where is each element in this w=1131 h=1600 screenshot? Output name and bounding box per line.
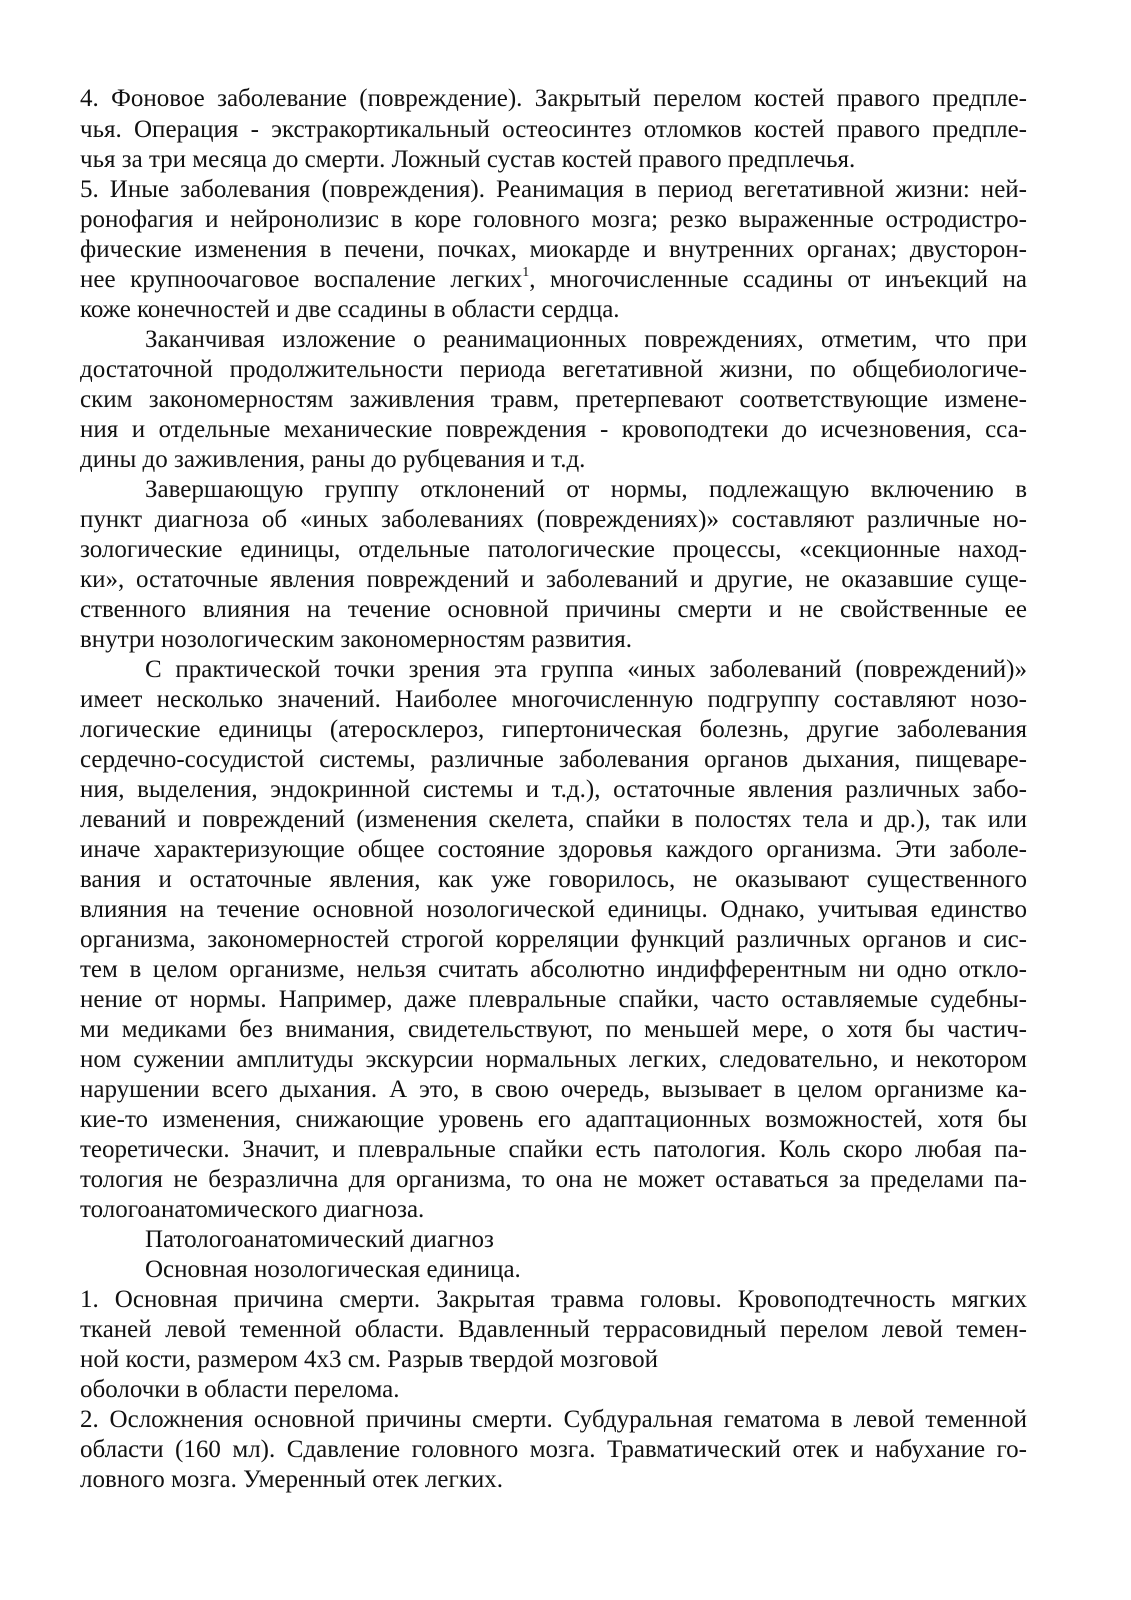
text-line: тканей левой теменной области. Вдавленный террасовидный перелом левой темен- — [80, 1316, 1027, 1343]
text-segment: нее крупноочаговое воспаление легких — [80, 266, 523, 293]
text-line: ния, выделения, эндокринной системы и т.д.), остаточные явления различных забо- — [80, 776, 1027, 803]
text-line: теоретически. Значит, и плевральные спайки есть патология. Коль скоро любая па- — [80, 1136, 1027, 1163]
text-line: тологоанатомического диагноза. — [80, 1196, 425, 1223]
text-line: иначе характеризующие общее состояние здоровья каждого организма. Эти заболе- — [80, 836, 1027, 863]
text-line: 5. Иные заболевания (повреждения). Реанимация в период вегетативной жизни: ней- — [80, 176, 1027, 203]
text-line: зологические единицы, отдельные патологические процессы, «секционные наход- — [80, 536, 1027, 563]
text-line: Заканчивая изложение о реанимационных повреждениях, отметим, что при — [145, 326, 1027, 353]
text-line: организма, закономерностей строгой корреляции функций различных органов и сис- — [80, 926, 1027, 953]
text-line: тем в целом организме, нельзя считать абсолютно индифферентным ни одно откло- — [80, 956, 1027, 983]
text-line: фические изменения в печени, почках, миокарде и внутренних органах; двусторон- — [80, 236, 1027, 263]
text-line: логические единицы (атеросклероз, гипертоническая болезнь, другие заболевания — [80, 716, 1027, 743]
text-line — [80, 265, 1027, 294]
text-line: ки», остаточные явления повреждений и заболеваний и другие, не оказавшие суще- — [80, 566, 1027, 593]
text-line: кие-то изменения, снижающие уровень его адаптационных возможностей, хотя бы — [80, 1106, 1027, 1133]
text-line: вания и остаточные явления, как уже говорилось, не оказывают существенного — [80, 866, 1027, 893]
text-line: чья за три месяца до смерти. Ложный сустав костей правого предплечья. — [80, 146, 856, 173]
text-line: влияния на течение основной нозологической единицы. Однако, учитывая единство — [80, 896, 1027, 923]
text-line: ной кости, размером 4х3 см. Разрыв твердой мозговой — [80, 1346, 658, 1373]
text-line: нение от нормы. Например, даже плевральные спайки, часто оставляемые судебны- — [80, 986, 1027, 1013]
section-heading: Основная нозологическая единица. — [145, 1256, 521, 1283]
text-line: ном сужении амплитуды экскурсии нормальных легких, следовательно, и некотором — [80, 1046, 1027, 1073]
text-line: нарушении всего дыхания. А это, в свою очередь, вызывает в целом организме ка- — [80, 1076, 1027, 1103]
text-line: пункт диагноза об «иных заболеваниях (повреждениях)» составляют различные но- — [80, 506, 1027, 533]
text-line: ронофагия и нейронолизис в коре головного мозга; резко выраженные остродистро- — [80, 206, 1027, 233]
text-segment: , многочисленные ссадины от инъекций на — [529, 266, 1027, 293]
text-line: дины до заживления, раны до рубцевания и т.д. — [80, 446, 586, 473]
text-line: ловного мозга. Умеренный отек легких. — [80, 1466, 503, 1493]
text-line: оболочки в области перелома. — [80, 1376, 400, 1403]
text-line: 1. Основная причина смерти. Закрытая травма головы. Кровоподтечность мягких — [80, 1286, 1027, 1313]
footnote-marker: 1 — [522, 264, 530, 280]
text-line: сердечно-сосудистой системы, различные заболевания органов дыхания, пищеваре- — [80, 746, 1027, 773]
text-line: ским закономерностям заживления травм, претерпевают соответствующие измене- — [80, 386, 1027, 413]
text-line: области (160 мл). Сдавление головного мозга. Травматический отек и набухание го- — [80, 1436, 1027, 1463]
text-line: Завершающую группу отклонений от нормы, подлежащую включению в — [145, 476, 1027, 503]
text-line: С практической точки зрения эта группа «иных заболеваний (повреждений)» — [145, 656, 1027, 683]
section-heading: Патологоанатомический диагноз — [145, 1226, 494, 1253]
text-line: ми медиками без внимания, свидетельствуют, по меньшей мере, о хотя бы частич- — [80, 1016, 1027, 1043]
text-line: ния и отдельные механические повреждения - кровоподтеки до исчезновения, сса- — [80, 416, 1027, 443]
text-line: внутри нозологическим закономерностям развития. — [80, 626, 633, 653]
text-line: коже конечностей и две ссадины в области сердца. — [80, 296, 620, 323]
text-line: 4. Фоновое заболевание (повреждение). Закрытый перелом костей правого предпле- — [80, 85, 1027, 112]
text-line: леваний и повреждений (изменения скелета, спайки в полостях тела и др.), так или — [80, 806, 1027, 833]
text-line: ственного влияния на течение основной причины смерти и не свойственные ее — [80, 596, 1027, 623]
text-line: достаточной продолжительности периода вегетативной жизни, по общебиологиче- — [80, 356, 1027, 383]
text-line: чья. Операция - экстракортикальный остеосинтез отломков костей правого предпле- — [80, 116, 1027, 143]
text-line: 2. Осложнения основной причины смерти. Субдуральная гематома в левой теменной — [80, 1406, 1027, 1433]
text-line: тология не безразлична для организма, то она не может оставаться за пределами па- — [80, 1166, 1027, 1193]
text-line: имеет несколько значений. Наиболее многочисленную подгруппу составляют нозо- — [80, 686, 1027, 713]
